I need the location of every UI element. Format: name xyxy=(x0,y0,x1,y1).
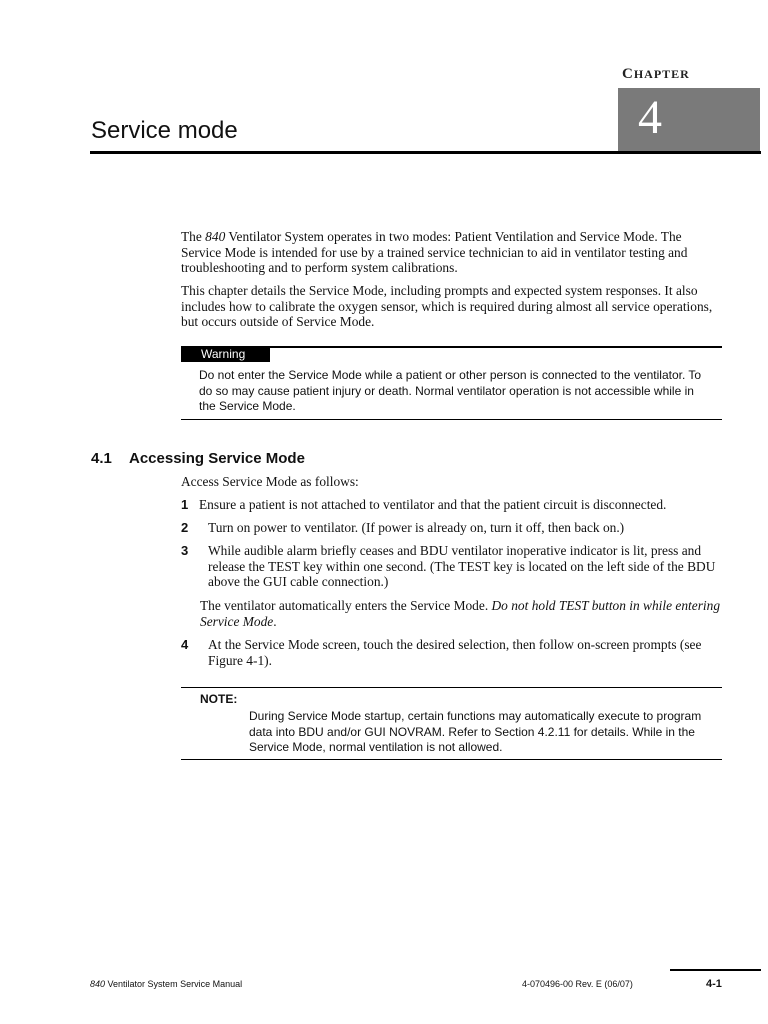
footer-model: 840 xyxy=(90,979,106,989)
note-label: NOTE: xyxy=(200,692,238,706)
intro-paragraph-1 xyxy=(181,229,721,276)
step-3-followup-end: . xyxy=(273,613,277,629)
section-heading xyxy=(91,450,305,467)
section-lead: Access Service Mode as follows: xyxy=(181,474,359,489)
footer-manual-title xyxy=(90,979,242,989)
section-number: 4.1 xyxy=(91,450,112,467)
chapter-number: 4 xyxy=(638,91,662,144)
warning-text: Do not enter the Service Mode while a patient or other person is connected to the ventilator. To do so may cause patient injury or death. Normal ventilator operation is not accessible while in the Service Mode. xyxy=(199,368,702,413)
chapter-label xyxy=(622,66,690,83)
intro-paragraph-2: This chapter details the Service Mode, including prompts and expected system responses. It also includes how to calibrate the oxygen sensor, which is required during almost all service operations, but occurs outside of Service Mode. xyxy=(181,283,713,329)
step-4-number: 4 xyxy=(181,637,189,652)
note-text: During Service Mode startup, certain functions may automatically execute to program data into BDU and/or GUI NOVRAM. Refer to Section 4.2.11 for details. While in the Service Mode, normal ventilation is not allowed. xyxy=(249,709,702,754)
step-3-number: 3 xyxy=(181,543,189,558)
step-3-followup xyxy=(200,598,722,629)
step-1-text: Ensure a patient is not attached to ventilator and that the patient circuit is disconnected. xyxy=(199,497,667,512)
step-3-text: While audible alarm briefly ceases and BDU ventilator inoperative indicator is lit, press and release the TEST key within one second. (The TEST key is located on the left side of the BDU above the GUI cable connection.) xyxy=(208,543,716,589)
footer-rule xyxy=(670,969,761,971)
footer-manual-name: Ventilator System Service Manual xyxy=(105,979,243,989)
intro-p1-pre: The xyxy=(181,229,206,244)
step-2-text: Turn on power to ventilator. (If power is already on, turn it off, then back on.) xyxy=(208,520,625,535)
page-title: Service mode xyxy=(91,117,238,144)
page-number: 4-1 xyxy=(706,978,722,990)
title-rule xyxy=(90,151,761,154)
footer-doc-number: 4-070496-00 Rev. E (06/07) xyxy=(522,979,633,989)
chapter-label-rest: HAPTER xyxy=(633,67,690,81)
step-2-number: 2 xyxy=(181,520,189,535)
chapter-label-initial: C xyxy=(622,66,634,82)
note-top-rule xyxy=(181,687,722,688)
warning-bottom-rule xyxy=(181,419,722,420)
note-bottom-rule xyxy=(181,759,722,760)
section-title: Accessing Service Mode xyxy=(129,450,305,467)
step-3-followup-plain: The ventilator automatically enters the Service Mode. xyxy=(200,598,492,613)
warning-label: Warning xyxy=(181,347,270,362)
step-4-text: At the Service Mode screen, touch the desired selection, then follow on-screen prompts (see Figure 4-1). xyxy=(208,637,702,668)
intro-p1-post: Ventilator System operates in two modes: Patient Ventilation and Service Mode. The Service Mode is intended for use by a trained service technician to aid in ventilator testing and troubleshooting and to perform system calibrations. xyxy=(181,229,688,275)
step-3-followup-italic: Do not hold TEST button in while entering Service Mode xyxy=(200,598,721,629)
step-1-number: 1 xyxy=(181,497,189,512)
chapter-number-box xyxy=(618,88,760,152)
intro-p1-model: 840 xyxy=(205,229,226,244)
